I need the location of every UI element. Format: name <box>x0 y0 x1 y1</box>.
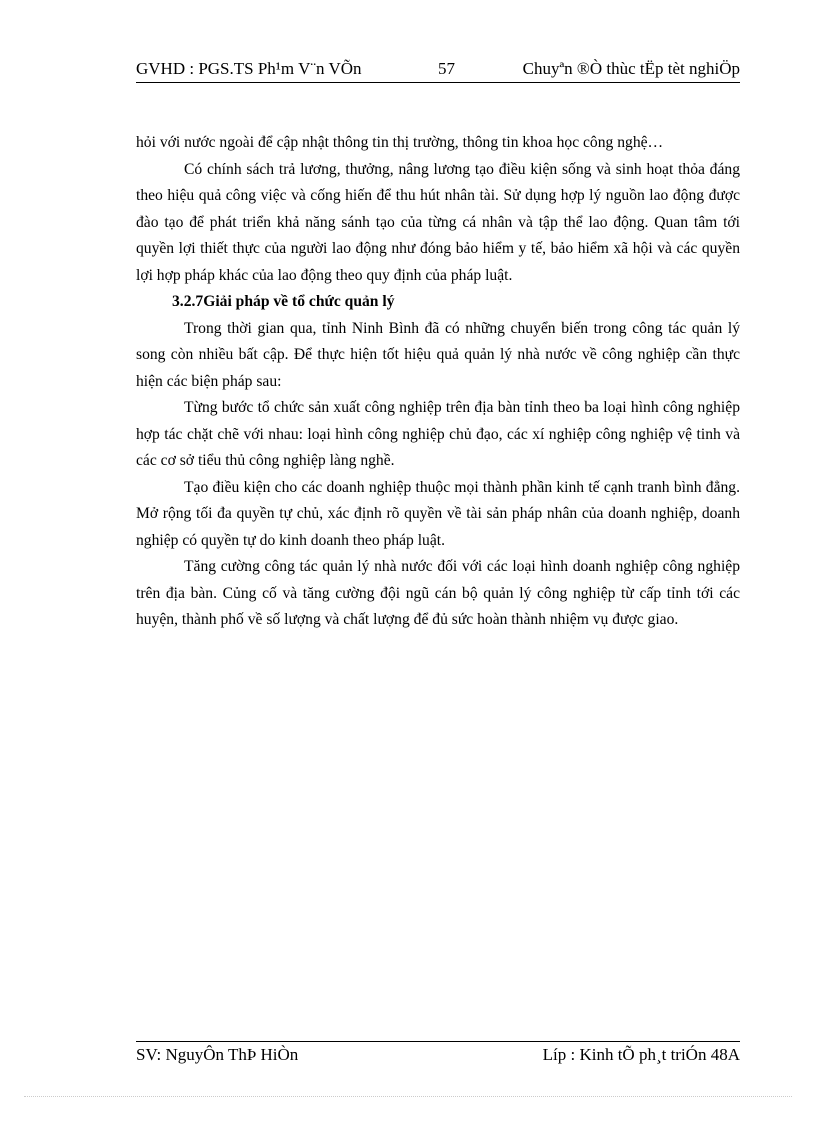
page-footer <box>136 1041 740 1068</box>
paragraph-6: Tăng cường công tác quản lý nhà nước đối với các loại hình doanh nghiệp công nghiệp trên địa bàn. Củng cố và tăng cường đội ngũ cán bộ quản lý công nghiệp từ cấp tỉnh tới các huyện, thành phố về số lượng và chất lượng để đủ sức hoàn thành nhiệm vụ được giao. <box>136 558 740 628</box>
header-document-title: Chuyªn ®Ò thùc tËp tèt nghiÖp <box>522 59 740 78</box>
paragraph-4: Từng bước tổ chức sản xuất công nghiệp trên địa bàn tỉnh theo ba loại hình công nghiệp hợp tác chặt chẽ với nhau: loại hình công nghiệp chủ đạo, các xí nghiệp công nghiệp vệ tinh và các cơ sở tiểu thủ công nghiệp làng nghề. <box>136 399 740 469</box>
page-bottom-divider <box>24 1096 792 1097</box>
header-supervisor: GVHD : PGS.TS Ph¹m V¨n VÕn <box>136 59 362 78</box>
paragraph-1: hỏi với nước ngoài để cập nhật thông tin thị trường, thông tin khoa học công nghệ… <box>136 134 664 151</box>
page-body <box>136 130 740 634</box>
footer-student: SV: NguyÔn ThÞ HiÒn <box>136 1045 299 1064</box>
page-number: 57 <box>438 59 455 78</box>
footer-class: Líp : Kinh tÕ ph¸t triÓn 48A <box>542 1045 740 1064</box>
section-heading: 3.2.7Giải pháp về tổ chức quản lý <box>172 293 395 310</box>
page-header <box>136 58 740 83</box>
paragraph-5: Tạo điều kiện cho các doanh nghiệp thuộc mọi thành phần kinh tế cạnh tranh bình đẳng. Mở rộng tối đa quyền tự chủ, xác định rõ quyền về tài sản pháp nhân của doanh nghiệp, doanh nghiệp có quyền tự do kinh doanh theo pháp luật. <box>136 478 740 549</box>
paragraph-2: Có chính sách trả lương, thưởng, nâng lương tạo điều kiện sống và sinh hoạt thỏa đáng theo hiệu quả công việc và cống hiến để thu hút nhân tài. Sử dụng hợp lý nguồn lao động được đào tạo để phát triển khả năng sánh tạo của từng cá nhân và tập thể lao động. Quan tâm tới quyền lợi thiết thực của người lao động như đóng bảo hiểm y tế, bảo hiểm xã hội và các quyền lợi hợp pháp khác của lao động theo quy định của pháp luật. <box>136 160 740 284</box>
paragraph-3: Trong thời gian qua, tỉnh Ninh Bình đã có những chuyển biến trong công tác quản lý song còn nhiều bất cập. Để thực hiện tốt hiệu quả quản lý nhà nước về công nghiệp cần thực hiện các biện pháp sau: <box>136 319 740 390</box>
